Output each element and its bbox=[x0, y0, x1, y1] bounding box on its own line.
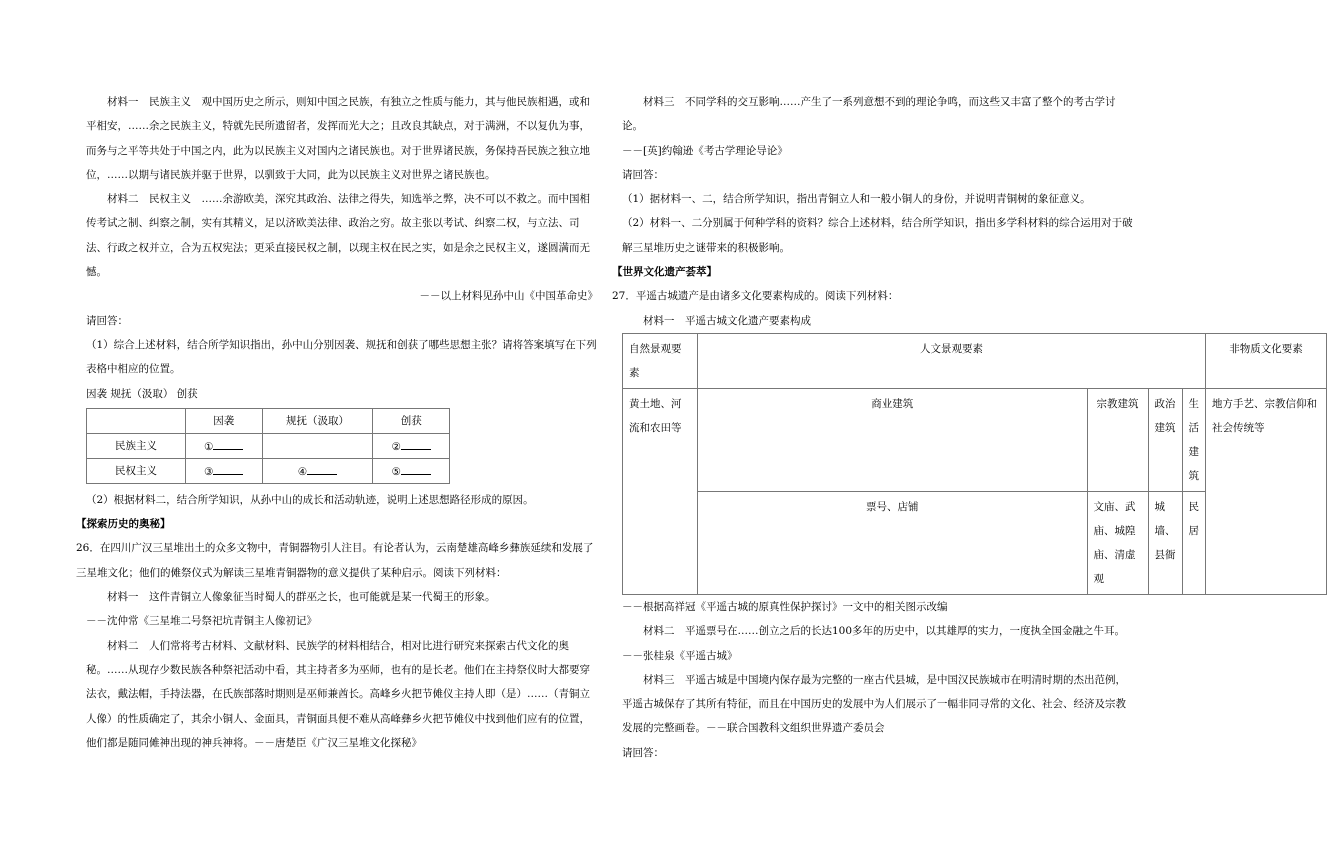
answer-blank-3[interactable] bbox=[213, 463, 243, 475]
ask-label: 请回答： bbox=[86, 314, 128, 327]
answer-num-4: ④ bbox=[297, 466, 308, 479]
question-1-hint: 因袭 规抚（汲取） 创获 bbox=[86, 387, 198, 400]
banks-shops: 票号、店铺 bbox=[698, 491, 1088, 594]
q27-material-1-source: －－根据高祥冠《平遥古城的原真性保护探讨》一文中的相关图示改编 bbox=[622, 600, 948, 613]
q27-material-3: 材料三 平遥古城是中国境内保存最为完整的一座古代县城，是中国汉民族城市在明清时期的杰出范例，平遥古城保存了其所有特征，而且在中国历史的发展中为人们展示了一幅非同寻常的文化、社会、经济及宗教发展的完整画卷。－－联合国教科文组织世界遗产委员会 bbox=[622, 673, 1126, 735]
ask-label-right: 请回答： bbox=[622, 168, 664, 181]
q26-question-2: （2）材料一、二分别属于何种学科的资料？综合上述材料，结合所学知识，指出多学科材料的综合运用对于破解三星堆历史之谜带来的积极影响。 bbox=[622, 217, 1133, 254]
walls-yamen: 城墙、县衙 bbox=[1148, 491, 1182, 594]
header-natural: 自然景观要素 bbox=[623, 333, 698, 388]
q26-material-3: 材料三 不同学科的交互影响……产生了一系列意想不到的理论争鸣，而这些又丰富了整个的考古学讨论。 bbox=[622, 96, 1116, 133]
q26-material-1: 材料一 这件青铜立人像象征当时蜀人的群巫之长，也可能就是某一代蜀王的形象。 bbox=[107, 591, 496, 604]
q26-material-1-source: －－沈仲常《三星堆二号祭祀坑青铜主人像初记》 bbox=[86, 615, 317, 628]
answer-cell-5[interactable] bbox=[373, 458, 450, 483]
answer-cell-3[interactable] bbox=[186, 458, 263, 483]
ask-label-right-2: 请回答： bbox=[622, 746, 664, 759]
right-column bbox=[612, 90, 1317, 765]
answer-blank-2[interactable] bbox=[401, 438, 431, 450]
natural-elements: 黄土地、河流和农田等 bbox=[623, 388, 698, 594]
nonmaterial-elements: 地方手艺、宗教信仰和社会传统等 bbox=[1206, 388, 1327, 594]
commercial-buildings: 商业建筑 bbox=[698, 388, 1088, 491]
row-label-nationalism: 民族主义 bbox=[87, 433, 186, 458]
answer-table bbox=[86, 408, 450, 484]
answer-num-2: ② bbox=[391, 441, 401, 454]
answer-num-5: ⑤ bbox=[391, 466, 401, 479]
religious-buildings: 宗教建筑 bbox=[1087, 388, 1148, 491]
q26-material-3-source: －－[英]约翰逊《考古学理论导论》 bbox=[622, 144, 788, 157]
source-citation: －－以上材料见孙中山《中国革命史》 bbox=[419, 290, 598, 303]
answer-num-1: ① bbox=[204, 441, 214, 454]
answer-blank-1[interactable] bbox=[213, 438, 243, 450]
row-label-democracy: 民权主义 bbox=[87, 458, 186, 483]
answer-cell-empty bbox=[262, 433, 373, 458]
answer-num-3: ③ bbox=[204, 466, 214, 479]
q27-material-1-title: 材料一 平遥古城文化遗产要素构成 bbox=[643, 314, 811, 327]
pingyao-elements-table bbox=[622, 333, 1327, 595]
question-27: 27．平遥古城遗产是由诸多文化要素构成的。阅读下列材料： bbox=[612, 290, 899, 303]
living-buildings: 生活建筑 bbox=[1182, 388, 1206, 491]
q26-material-2: 材料二 人们常将考古材料、文献材料、民族学的材料相结合，相对比进行研究来探索古代文化的奥秘。……从现存少数民族各种祭祀活动中看，其主持者多为巫师，也有的是长老。他们在主持祭仪时大都要穿法衣，戴法帽，手持法器，在氏族部落时期则是巫师兼酋长。高峰乡火把节傩仪主持人即（是）……（青铜立人像）的性质确定了，其余小铜人、金面具，青铜面具便不难从高峰彝乡火把节傩仪中找到他们应有的位置，他们都是随同傩神出现的神兵神将。－－唐楚臣《广汉三星堆文化探秘》 bbox=[86, 639, 590, 749]
answer-blank-5[interactable] bbox=[401, 463, 431, 475]
answer-cell-4[interactable] bbox=[262, 458, 373, 483]
material-2-paragraph: 材料二 民权主义 ……余游欧美，深究其政治、法律之得失，知选举之弊，决不可以不救之。而中国相传考试之制、纠察之制，实有其精义，足以济欧美法律、政治之穷。故主张以考试、纠察二权，与立法、司法、行政之权并立，合为五权宪法；更采直接民权之制，以现主权在民之实，如是余之民权主义，遂圆满而无憾。 bbox=[86, 193, 590, 279]
section-heading-history: 【探索历史的奥秘】 bbox=[76, 518, 171, 531]
answer-blank-4[interactable] bbox=[307, 463, 337, 475]
q27-material-2-source: －－张桂泉《平遥古城》 bbox=[622, 649, 738, 662]
table-header-inherit: 因袭 bbox=[186, 408, 263, 433]
residences: 民居 bbox=[1182, 491, 1206, 594]
question-2: （2）根据材料二，结合所学知识，从孙中山的成长和活动轨迹，说明上述思想路径形成的原因。 bbox=[86, 493, 534, 506]
left-column bbox=[76, 90, 598, 755]
material-1-paragraph: 材料一 民族主义 观中国历史之所示，则知中国之民族，有独立之性质与能力，其与他民族相遇，或和平相安，……余之民族主义，特就先民所遗留者，发挥而光大之；且改良其缺点，对于满洲，不以复仇为事，而务与之平等共处于中国之内，此为以民族主义对国内之诸民族也。对于世界诸民族，务保持吾民族之独立地位，……以期与诸民族并驱于世界，以驯致于大同，此为以民族主义对世界之诸民族也。 bbox=[86, 96, 590, 181]
header-nonmaterial: 非物质文化要素 bbox=[1206, 333, 1327, 388]
header-human: 人文景观要素 bbox=[698, 333, 1206, 388]
political-buildings: 政治建筑 bbox=[1148, 388, 1182, 491]
question-26: 26．在四川广汉三星堆出土的众多文物中，青铜器物引人注目。有论者认为，云南楚雄高峰乡彝族延续和发展了三星堆文化；他们的傩祭仪式为解读三星堆青铜器物的意义提供了某种启示。阅读下列材料： bbox=[76, 542, 594, 579]
q26-question-1: （1）据材料一、二，结合所学知识，指出青铜立人和一般小铜人的身份，并说明青铜树的象征意义。 bbox=[622, 193, 1091, 206]
q27-material-2: 材料二 平遥票号在……创立之后的长达100多年的历史中，以其雄厚的实力，一度执全国金融之牛耳。 bbox=[643, 625, 1126, 638]
table-header-adopt: 规抚（汲取） bbox=[262, 408, 373, 433]
question-1: （1）综合上述材料，结合所学知识指出，孙中山分别因袭、规抚和创获了哪些思想主张？请将答案填写在下列表格中相应的位置。 bbox=[86, 338, 597, 376]
table-header-create: 创获 bbox=[373, 408, 450, 433]
temples: 文庙、武庙、城隍庙、清虚观 bbox=[1087, 491, 1148, 594]
table-corner bbox=[87, 408, 186, 433]
answer-cell-2[interactable] bbox=[373, 433, 450, 458]
section-heading-heritage: 【世界文化遗产荟萃】 bbox=[612, 266, 717, 279]
answer-cell-1[interactable] bbox=[186, 433, 263, 458]
